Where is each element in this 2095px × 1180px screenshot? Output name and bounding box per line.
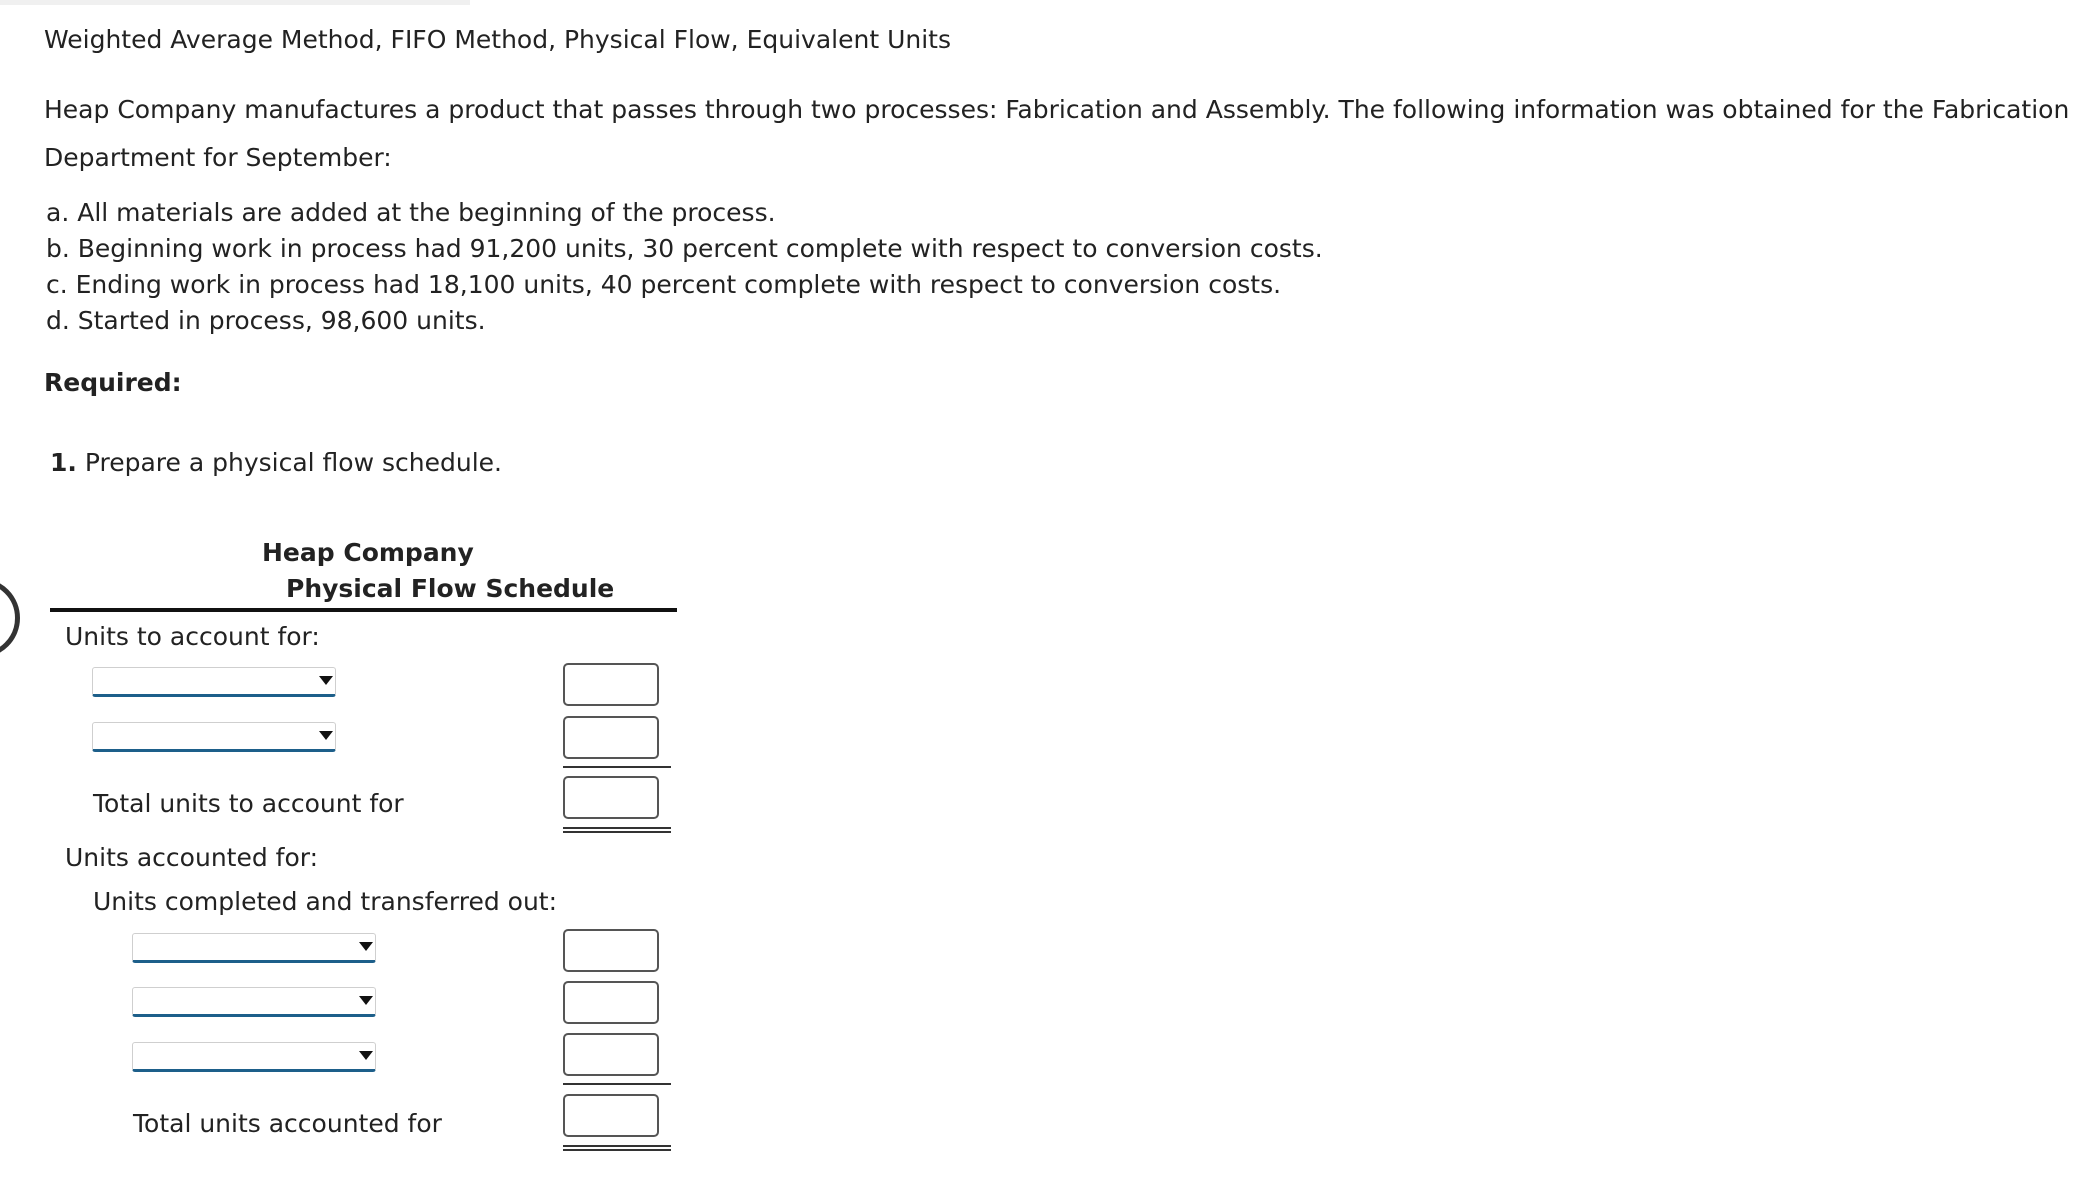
accounted-input-1[interactable] [563,929,659,972]
total-to-account-input[interactable] [563,776,659,819]
subtotal-rule-2 [563,1083,671,1085]
task-1 [50,448,502,478]
accounted-select-3[interactable] [132,1042,376,1072]
fact-c: c. Ending work in process had 18,100 units, 40 percent complete with respect to conversion costs. [46,270,1282,299]
fact-a: a. All materials are added at the beginning of the process. [46,198,776,227]
chevron-down-icon [359,996,373,1005]
intro-line-2: Department for September: [44,143,392,172]
accounted-input-2[interactable] [563,981,659,1024]
total-accounted-input[interactable] [563,1094,659,1137]
top-scroll-shadow [0,0,470,5]
to-account-select-2[interactable] [92,722,336,752]
chevron-down-icon [359,1051,373,1060]
total-units-accounted-for-label: Total units accounted for [133,1109,442,1138]
intro-line-1: Heap Company manufactures a product that passes through two processes: Fabrication and Assembly. The following information was obtained for the Fabrication [44,95,2070,124]
schedule-title: Physical Flow Schedule [286,574,615,603]
units-completed-label: Units completed and transferred out: [93,887,558,916]
accounted-select-1[interactable] [132,933,376,963]
required-heading: Required: [44,368,182,397]
accounted-input-3[interactable] [563,1033,659,1076]
chevron-down-icon [319,676,333,685]
task-number: 1. [50,448,77,477]
problem-title: Weighted Average Method, FIFO Method, Physical Flow, Equivalent Units [44,25,951,54]
chevron-down-icon [319,731,333,740]
schedule-header-rule [50,608,677,612]
to-account-select-1[interactable] [92,667,336,697]
task-text: Prepare a physical flow schedule. [84,448,502,477]
total-double-rule-1 [563,827,671,833]
total-double-rule-2 [563,1145,671,1151]
units-to-account-for-label: Units to account for: [65,622,320,651]
schedule-company: Heap Company [262,538,474,567]
accounted-select-2[interactable] [132,987,376,1017]
chevron-down-icon [359,942,373,951]
fact-d: d. Started in process, 98,600 units. [46,306,486,335]
total-units-to-account-for-label: Total units to account for [93,789,404,818]
to-account-input-1[interactable] [563,663,659,706]
scroll-indicator-circle [0,578,20,658]
units-accounted-for-label: Units accounted for: [65,843,319,872]
subtotal-rule-1 [563,766,671,768]
to-account-input-2[interactable] [563,716,659,759]
fact-b: b. Beginning work in process had 91,200 units, 30 percent complete with respect to conversion costs. [46,234,1323,263]
